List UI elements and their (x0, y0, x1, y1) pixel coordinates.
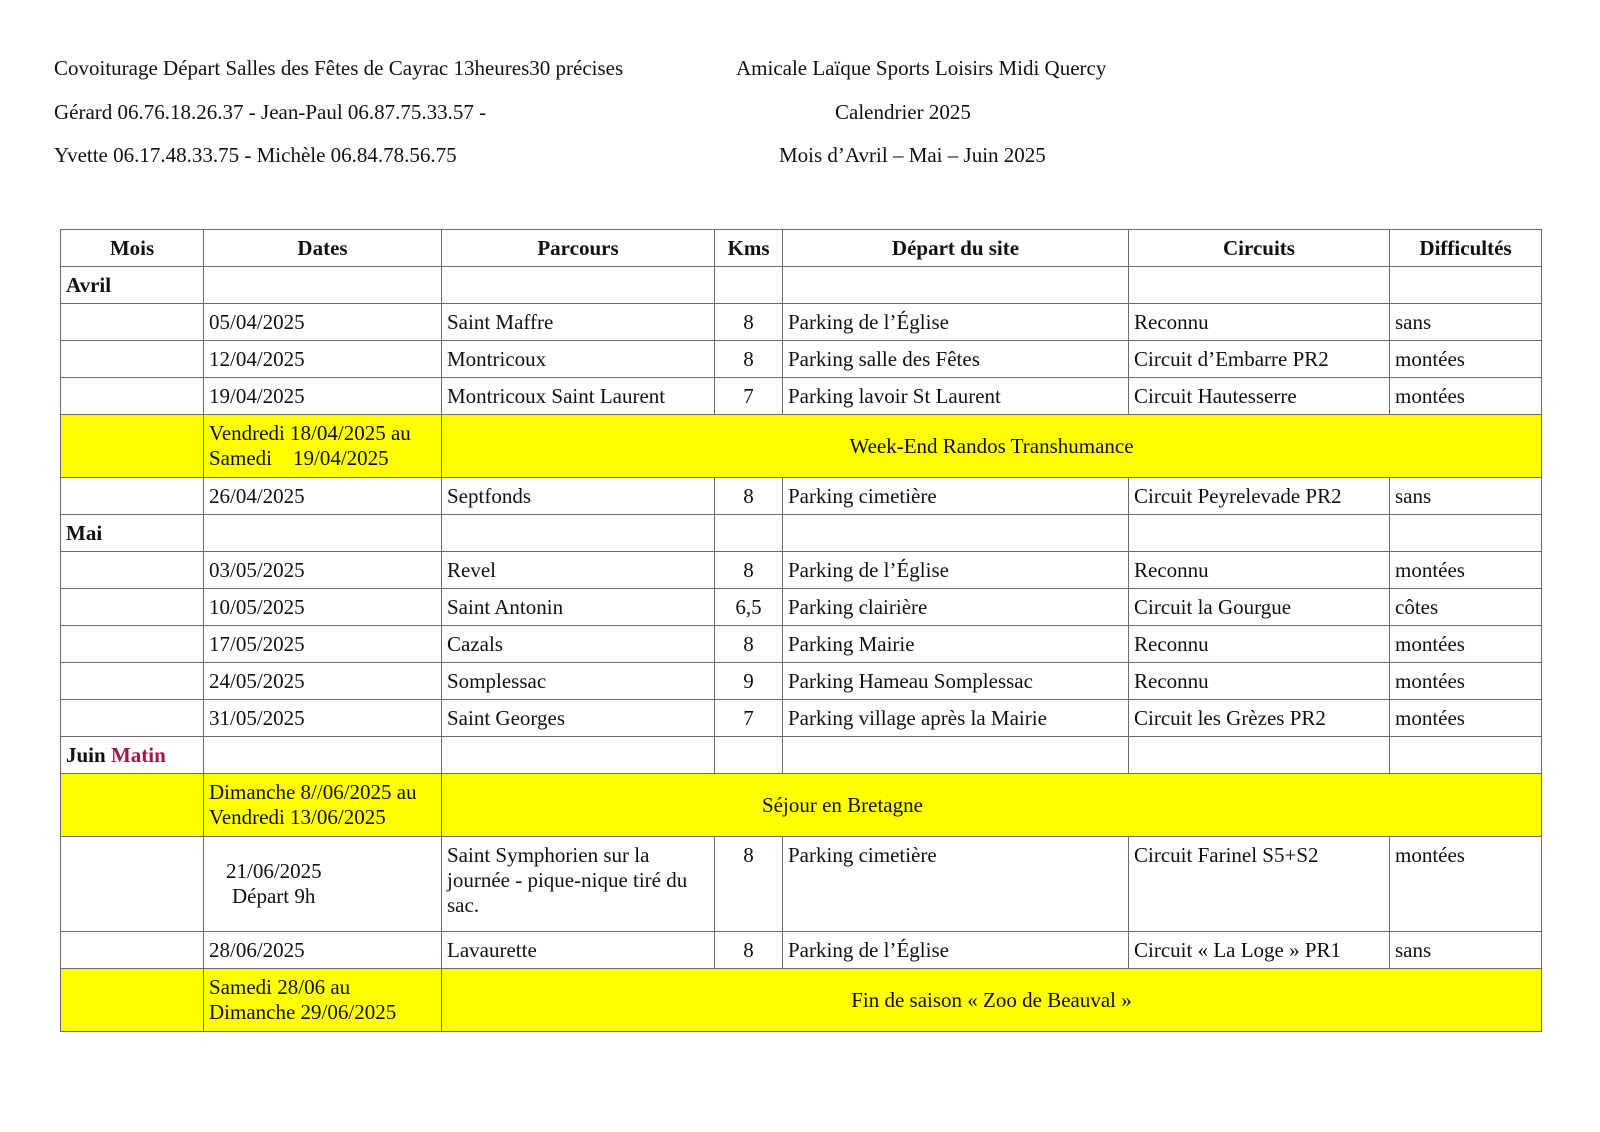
event-date-end: Vendredi 13/06/2025 (209, 805, 386, 829)
depart-cell: Parking Hameau Somplessac (783, 663, 1129, 700)
kms-cell: 7 (715, 700, 783, 737)
event-date-start: Samedi 28/06 au (209, 975, 351, 999)
difficulte-cell: sans (1390, 478, 1542, 515)
event-date-end: Dimanche 29/06/2025 (209, 1000, 397, 1024)
circuit-cell: Reconnu (1129, 663, 1390, 700)
table-row (61, 478, 1542, 515)
parcours-cell: Saint Maffre (442, 304, 715, 341)
table-row (61, 378, 1542, 415)
month-label (61, 737, 204, 774)
event-label: Séjour en Bretagne (442, 774, 1542, 837)
depart-cell: Parking cimetière (783, 478, 1129, 515)
column-header-mois: Mois (61, 230, 204, 267)
table-row (61, 700, 1542, 737)
difficulte-cell: montées (1390, 837, 1542, 932)
kms-cell: 8 (715, 304, 783, 341)
column-header-depart: Départ du site (783, 230, 1129, 267)
event-label: Fin de saison « Zoo de Beauval » (442, 969, 1542, 1032)
date-cell: 05/04/2025 (204, 304, 442, 341)
depart-cell: Parking de l’Église (783, 552, 1129, 589)
depart-cell: Parking Mairie (783, 626, 1129, 663)
date-cell: 31/05/2025 (204, 700, 442, 737)
event-label: Week-End Randos Transhumance (442, 415, 1542, 478)
event-row-zoo-beauval (61, 969, 1542, 1032)
kms-cell: 8 (715, 837, 783, 932)
event-row-bretagne (61, 774, 1542, 837)
column-header-kms: Kms (715, 230, 783, 267)
depart-cell: Parking cimetière (783, 837, 1129, 932)
difficulte-cell: montées (1390, 552, 1542, 589)
difficulte-cell: montées (1390, 341, 1542, 378)
header-association-name: Amicale Laïque Sports Loisirs Midi Quercy (736, 56, 1107, 80)
table-row (61, 552, 1542, 589)
date-cell: 17/05/2025 (204, 626, 442, 663)
date-cell: 03/05/2025 (204, 552, 442, 589)
difficulte-cell: montées (1390, 663, 1542, 700)
date-value: 21/06/2025 (226, 859, 322, 883)
date-cell: 28/06/2025 (204, 932, 442, 969)
circuit-cell: Reconnu (1129, 552, 1390, 589)
kms-cell: 8 (715, 478, 783, 515)
difficulte-cell: sans (1390, 304, 1542, 341)
difficulte-cell: montées (1390, 378, 1542, 415)
circuit-cell: Circuit Farinel S5+S2 (1129, 837, 1390, 932)
date-cell (204, 837, 442, 932)
event-date-end: Samedi 19/04/2025 (209, 446, 389, 470)
table-row (61, 626, 1542, 663)
header-left-line-2: Gérard 06.76.18.26.37 - Jean-Paul 06.87.75.33.57 - (54, 100, 487, 124)
event-date-start: Dimanche 8//06/2025 au (209, 780, 417, 804)
parcours-cell: Montricoux Saint Laurent (442, 378, 715, 415)
difficulte-cell: montées (1390, 626, 1542, 663)
depart-cell: Parking village après la Mairie (783, 700, 1129, 737)
month-label-matin: Matin (110, 742, 166, 767)
difficulte-cell: sans (1390, 932, 1542, 969)
table-row (61, 837, 1542, 932)
parcours-cell: Montricoux (442, 341, 715, 378)
circuit-cell: Reconnu (1129, 626, 1390, 663)
parcours-cell: Saint Georges (442, 700, 715, 737)
depart-cell: Parking de l’Église (783, 932, 1129, 969)
parcours-cell: Septfonds (442, 478, 715, 515)
depart-cell: Parking de l’Église (783, 304, 1129, 341)
table-row (61, 341, 1542, 378)
circuit-cell: Circuit « La Loge » PR1 (1129, 932, 1390, 969)
parcours-cell: Somplessac (442, 663, 715, 700)
date-cell: 19/04/2025 (204, 378, 442, 415)
kms-cell: 7 (715, 378, 783, 415)
column-header-circuits: Circuits (1129, 230, 1390, 267)
header-months-subtitle: Mois d’Avril – Mai – Juin 2025 (779, 143, 1046, 167)
depart-cell: Parking clairière (783, 589, 1129, 626)
month-row-mai (61, 515, 1542, 552)
kms-cell: 8 (715, 552, 783, 589)
table-row (61, 589, 1542, 626)
circuit-cell: Circuit les Grèzes PR2 (1129, 700, 1390, 737)
circuit-cell: Reconnu (1129, 304, 1390, 341)
event-row-transhumance (61, 415, 1542, 478)
depart-cell: Parking lavoir St Laurent (783, 378, 1129, 415)
date-cell: 12/04/2025 (204, 341, 442, 378)
calendar-table (60, 229, 1542, 1032)
date-cell: 26/04/2025 (204, 478, 442, 515)
table-row (61, 663, 1542, 700)
event-date-start: Vendredi 18/04/2025 au (209, 421, 411, 445)
table-header-row (61, 230, 1542, 267)
parcours-cell: Lavaurette (442, 932, 715, 969)
event-dates-cell (204, 774, 442, 837)
parcours-cell: Saint Antonin (442, 589, 715, 626)
kms-cell: 9 (715, 663, 783, 700)
month-label-text: Juin (66, 742, 106, 767)
circuit-cell: Circuit d’Embarre PR2 (1129, 341, 1390, 378)
column-header-dates: Dates (204, 230, 442, 267)
event-dates-cell (204, 415, 442, 478)
parcours-cell: Cazals (442, 626, 715, 663)
departure-time: Départ 9h (232, 884, 316, 908)
kms-cell: 8 (715, 341, 783, 378)
header-left-line-3: Yvette 06.17.48.33.75 - Michèle 06.84.78.56.75 (54, 143, 457, 167)
circuit-cell: Circuit Peyrelevade PR2 (1129, 478, 1390, 515)
column-header-difficultes: Difficultés (1390, 230, 1542, 267)
month-row-juin (61, 737, 1542, 774)
circuit-cell: Circuit la Gourgue (1129, 589, 1390, 626)
kms-cell: 6,5 (715, 589, 783, 626)
difficulte-cell: montées (1390, 700, 1542, 737)
date-cell: 24/05/2025 (204, 663, 442, 700)
kms-cell: 8 (715, 626, 783, 663)
header-calendar-title: Calendrier 2025 (835, 100, 971, 124)
difficulte-cell: côtes (1390, 589, 1542, 626)
month-row-avril (61, 267, 1542, 304)
table-row (61, 304, 1542, 341)
month-label: Avril (61, 267, 204, 304)
circuit-cell: Circuit Hautesserre (1129, 378, 1390, 415)
event-dates-cell (204, 969, 442, 1032)
column-header-parcours: Parcours (442, 230, 715, 267)
date-cell: 10/05/2025 (204, 589, 442, 626)
kms-cell: 8 (715, 932, 783, 969)
table-row (61, 932, 1542, 969)
parcours-cell: Revel (442, 552, 715, 589)
header-left-line-1: Covoiturage Départ Salles des Fêtes de Cayrac 13heures30 précises (54, 56, 624, 80)
parcours-cell: Saint Symphorien sur la journée - pique-nique tiré du sac. (442, 837, 715, 932)
month-label: Mai (61, 515, 204, 552)
depart-cell: Parking salle des Fêtes (783, 341, 1129, 378)
